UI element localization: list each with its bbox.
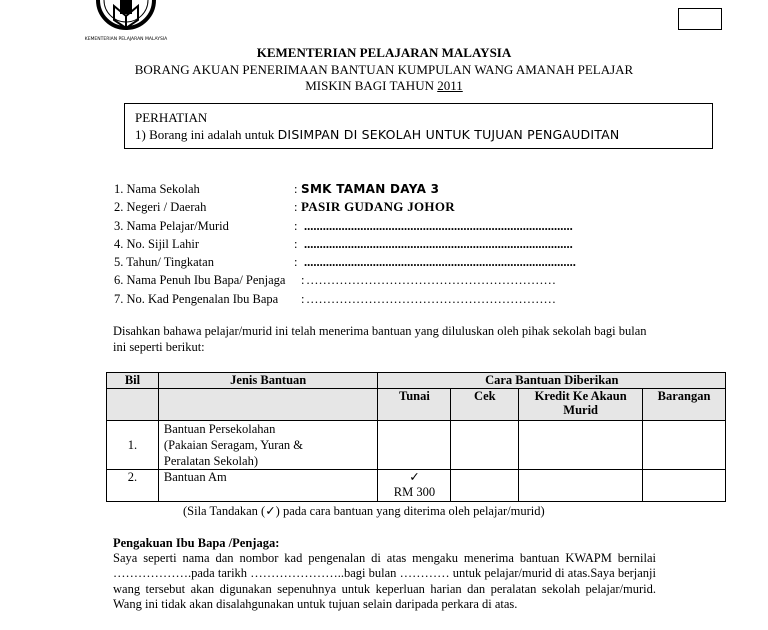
cell-tunai: [378, 470, 451, 502]
table-row: [107, 470, 726, 502]
acknowledgement-body: Saya seperti nama dan nombor kad pengenalan di atas mengaku menerima bantuan KWAPM bernilai ……………….pada tarikh …………………..bagi bulan ………… untuk pelajar/murid di atas.Saya berjanji wang tersebut akan digunakan sepenuhnya untuk keperluan harian dan peralatan sekolah pelajar/murid. Wang ini tidak akan disalahgunakan untuk tujuan selain daripada perkara di atas.: [113, 551, 656, 611]
field-value: ......................................................................................: [304, 218, 573, 233]
header-cara: Cara Bantuan Diberikan: [378, 373, 726, 389]
header-bil: Bil: [107, 373, 159, 389]
field-colon: :: [294, 236, 298, 251]
cell-cek: [451, 421, 519, 470]
field-value: .......................................................................................: [304, 255, 576, 270]
field-value: PASIR GUDANG JOHOR: [301, 199, 455, 215]
logo-text: KEMENTERIAN PELAJARAN MALAYSIA: [84, 37, 168, 42]
form-title-line2: [80, 78, 688, 93]
cell-bil: 2.: [107, 470, 159, 502]
tunai-amount: RM 300: [393, 485, 436, 499]
confirmation-text: Disahkan bahawa pelajar/murid ini telah menerima bantuan yang diluluskan oleh pihak sekolah bagi bulan ini seperti berikut:: [113, 324, 647, 354]
jenis-line: Bantuan Persekolahan: [163, 422, 276, 436]
reference-box: [678, 8, 722, 30]
field-label: 7. No. Kad Pengenalan Ibu Bapa: [114, 291, 279, 306]
ministry-logo: [84, 0, 168, 46]
form-year: 2011: [437, 78, 463, 93]
cell-kredit: [519, 421, 643, 470]
field-label: 2. Negeri / Daerah: [114, 200, 207, 215]
cell-cek: [451, 470, 519, 502]
field-value: SMK TAMAN DAYA 3: [301, 182, 440, 196]
header-cek: Cek: [451, 389, 519, 421]
field-value: ……………………………………………………: [306, 291, 556, 306]
field-colon: :: [301, 273, 305, 288]
tick-note: (Sila Tandakan (✓) pada cara bantuan yang diterima oleh pelajar/murid): [183, 504, 545, 518]
form-title-line1: BORANG AKUAN PENERIMAAN BANTUAN KUMPULAN WANG AMANAH PELAJAR: [134, 62, 634, 77]
acknowledgement-title: Pengakuan Ibu Bapa /Penjaga:: [113, 536, 280, 550]
field-colon: :: [294, 182, 298, 196]
field-label: 6. Nama Penuh Ibu Bapa/ Penjaga: [114, 273, 286, 288]
cell-jenis: [158, 421, 378, 470]
notice-box: [124, 103, 713, 149]
field-label: 4. No. Sijil Lahir: [114, 236, 200, 251]
notice-title: PERHATIAN: [135, 110, 208, 125]
cell-tunai: [378, 421, 451, 470]
cell-kredit: [519, 470, 643, 502]
notice-prefix: 1) Borang ini adalah untuk: [135, 127, 278, 142]
field-colon: :: [294, 218, 298, 233]
notice-caps: DISIMPAN DI SEKOLAH UNTUK TUJUAN PENGAUDITAN: [277, 127, 620, 142]
field-colon: :: [294, 200, 298, 215]
jenis-line: Peralatan Sekolah): [163, 454, 258, 468]
notice-line: [135, 126, 702, 143]
field-label: 3. Nama Pelajar/Murid: [114, 218, 229, 233]
cell-bil: 1.: [107, 421, 159, 470]
jenis-line: (Pakaian Seragam, Yuran &: [163, 438, 303, 452]
cell-barangan: [643, 470, 726, 502]
field-label: 1. Nama Sekolah: [114, 182, 200, 196]
header-bil-blank: [107, 389, 159, 421]
form-title-prefix: MISKIN BAGI TAHUN: [305, 78, 438, 93]
header-tunai: Tunai: [378, 389, 451, 421]
field-colon: :: [294, 255, 298, 270]
ministry-title: KEMENTERIAN PELAJARAN MALAYSIA: [256, 45, 512, 60]
field-label: 5. Tahun/ Tingkatan: [114, 255, 214, 270]
header-kredit: Kredit Ke Akaun Murid: [519, 389, 643, 421]
header-jenis-blank: [158, 389, 378, 421]
cell-jenis: Bantuan Am: [158, 470, 378, 502]
field-value: ......................................................................................: [304, 236, 573, 251]
field-colon: :: [301, 291, 305, 306]
tick-mark: ✓: [409, 470, 420, 484]
field-value: ……………………………………………………: [306, 273, 556, 288]
header-jenis: Jenis Bantuan: [158, 373, 378, 389]
table-row: [107, 421, 726, 470]
header-barangan: Barangan: [643, 389, 726, 421]
cell-barangan: [643, 421, 726, 470]
aid-table: [106, 372, 726, 502]
